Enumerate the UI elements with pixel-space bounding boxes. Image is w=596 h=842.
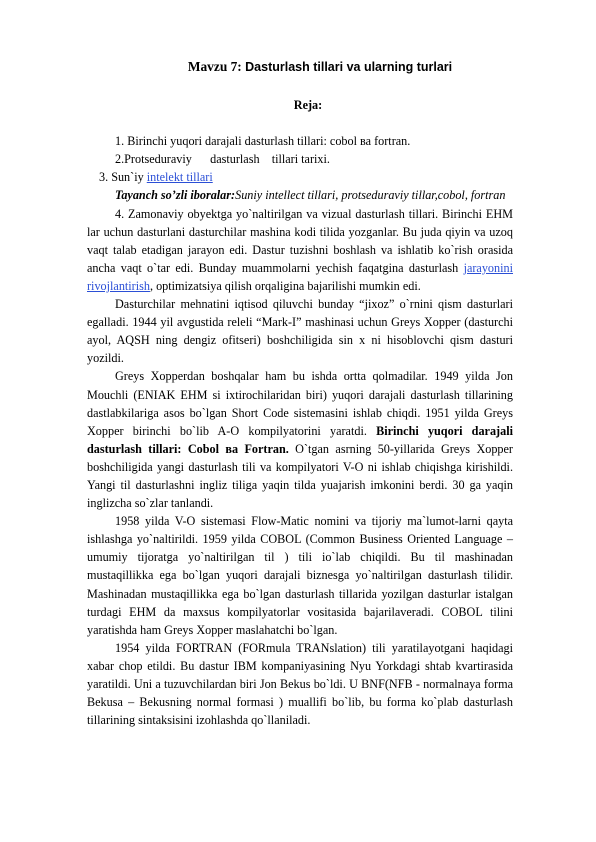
title-prefix: Mavzu 7: [187,59,242,74]
paragraph-3 [87,367,513,512]
paragraph-4: 1958 yilda V-O sistemasi Flow-Matic nomini va tijoriy ma`lumot-larni qayta ishlashga yo`naltirildi. 1959 yilda COBOL (Common Business Oriented Language – umumiy tijoratga yo`naltirilgan til ) tili io`lab chiqildi. Bu til mashinadan mustaqillikka ega bo`lgan yuqori darajali biznesga yo`naltirilgan dasturlash tilidir. Mashinadan mustaqillikka ega bo`lgan dasturlash tillarida yozilgan dasturlar istalgan turdagi EHM da maxsus kompilyatorlar vositasida bajarilaveradi. COBOL tilini yaratishda ham Greys Xopper maslahatchi bo`lgan. [87,514,513,637]
paragraph-2: Dasturchilar mehnatini iqtisod qiluvchi bunday “jixoz” o`rnini qism dasturlari egalladi. 1944 yil avgustida releli “Mark-I” mashinasi uchun Greys Xopper (dasturchi ayol, AQSH ning dengiz ofitseri) boshchiligida sin x ni hisoblovchi qism dasturi yozildi. [87,297,513,366]
paragraph-3-start: Greys Xopperdan boshqalar ham bu ishda ortta qolmadilar. 1949 yilda Jon Mouchli (ENIAK EHM si ixtirochilaridan biri) yuqori darajali dasturlash tillarining dastlabkilariga asos bo`lgan Short Code sistemasini ishlab chiqdi. 1951 yilda Greys Xopper birinchi bo`lib A-O kompilyatorini yaratdi. [87,369,513,438]
paragraph-1-end: , optimizatsiya qilish orqaligina bajarilishi mumkin edi. [149,278,421,293]
paragraph-5: 1954 yilda FORTRAN (FORmula TRANslation) tili yaratilayotgani haqidagi xabar chop etildi. Bu dastur IBM kompaniyasining Nyu Yorkdagi shtab kvartirasida yaratildi. Uni a tuzuvchilardan biri Jon Bekus bo`ldi. U BNF(NFB - normalnaya forma Bekusa – Bekusning normal formasi ) muallifi bo`lib, bu forma ko`plab dasturlash tillarining sintaksisini izohlashda qo`llaniladi. [87,640,513,728]
plan-item-3-link[interactable]: intelekt tillari [146,170,213,185]
plan-item-3-text: 3. Sun`iy [99,170,147,185]
plan-item-2: 2.Protseduraviy dasturlash tillari tarixi. [115,152,330,167]
keywords-paragraph [87,186,513,204]
paragraph-1 [87,205,513,295]
keywords-text: Suniy intellect tillari, protseduraviy tillar,cobol, fortran [235,188,506,203]
title-text: Dasturlash tillari va ularning turlari [245,60,453,74]
plan-heading: Reja: [293,98,323,113]
page-title [87,58,513,76]
paragraph-3-bold-heading: Birinchi yuqori darajali dasturlash tillari: Cobol ва Fortran. [87,423,513,456]
paragraph-1-start: 4. Zamonaviy obyektga yo`naltirilgan va vizual dasturlash tillari. Birinchi EHM lar uchun dasturlani dasturchilar mashina kodi tilida yozganlar. Bu juda qiyin va uzoq vaqt talab etadigan jarayon edi. Dastur tuzishni boshlash va ishlatib ko`rish orasida ancha vaqt o`tar edi. Bunday muammolarni yechish faqatgina dasturlash [87,206,513,275]
plan-item-3 [87,168,513,186]
keywords-label: Tayanch so’zli iboralar: [115,188,236,203]
process-development-link[interactable]: jarayonini rivojlantirish [87,260,513,293]
plan-item-1: 1. Birinchi yuqori darajali dasturlash tillari: cobol ва fortran. [115,134,411,149]
paragraph-3-end: O`tgan asrning 50-yillarida Greys Xopper boshchiligida yangi dasturlash tili va kompilyatori V-O ni ishlab chiqishga kirishildi. Yangi til dasturlashni ingliz tiliga yaqin tilda yuajarish imkonini berdi. 30 ga yaqin inglizcha so`zlar tanlandi. [87,441,513,511]
